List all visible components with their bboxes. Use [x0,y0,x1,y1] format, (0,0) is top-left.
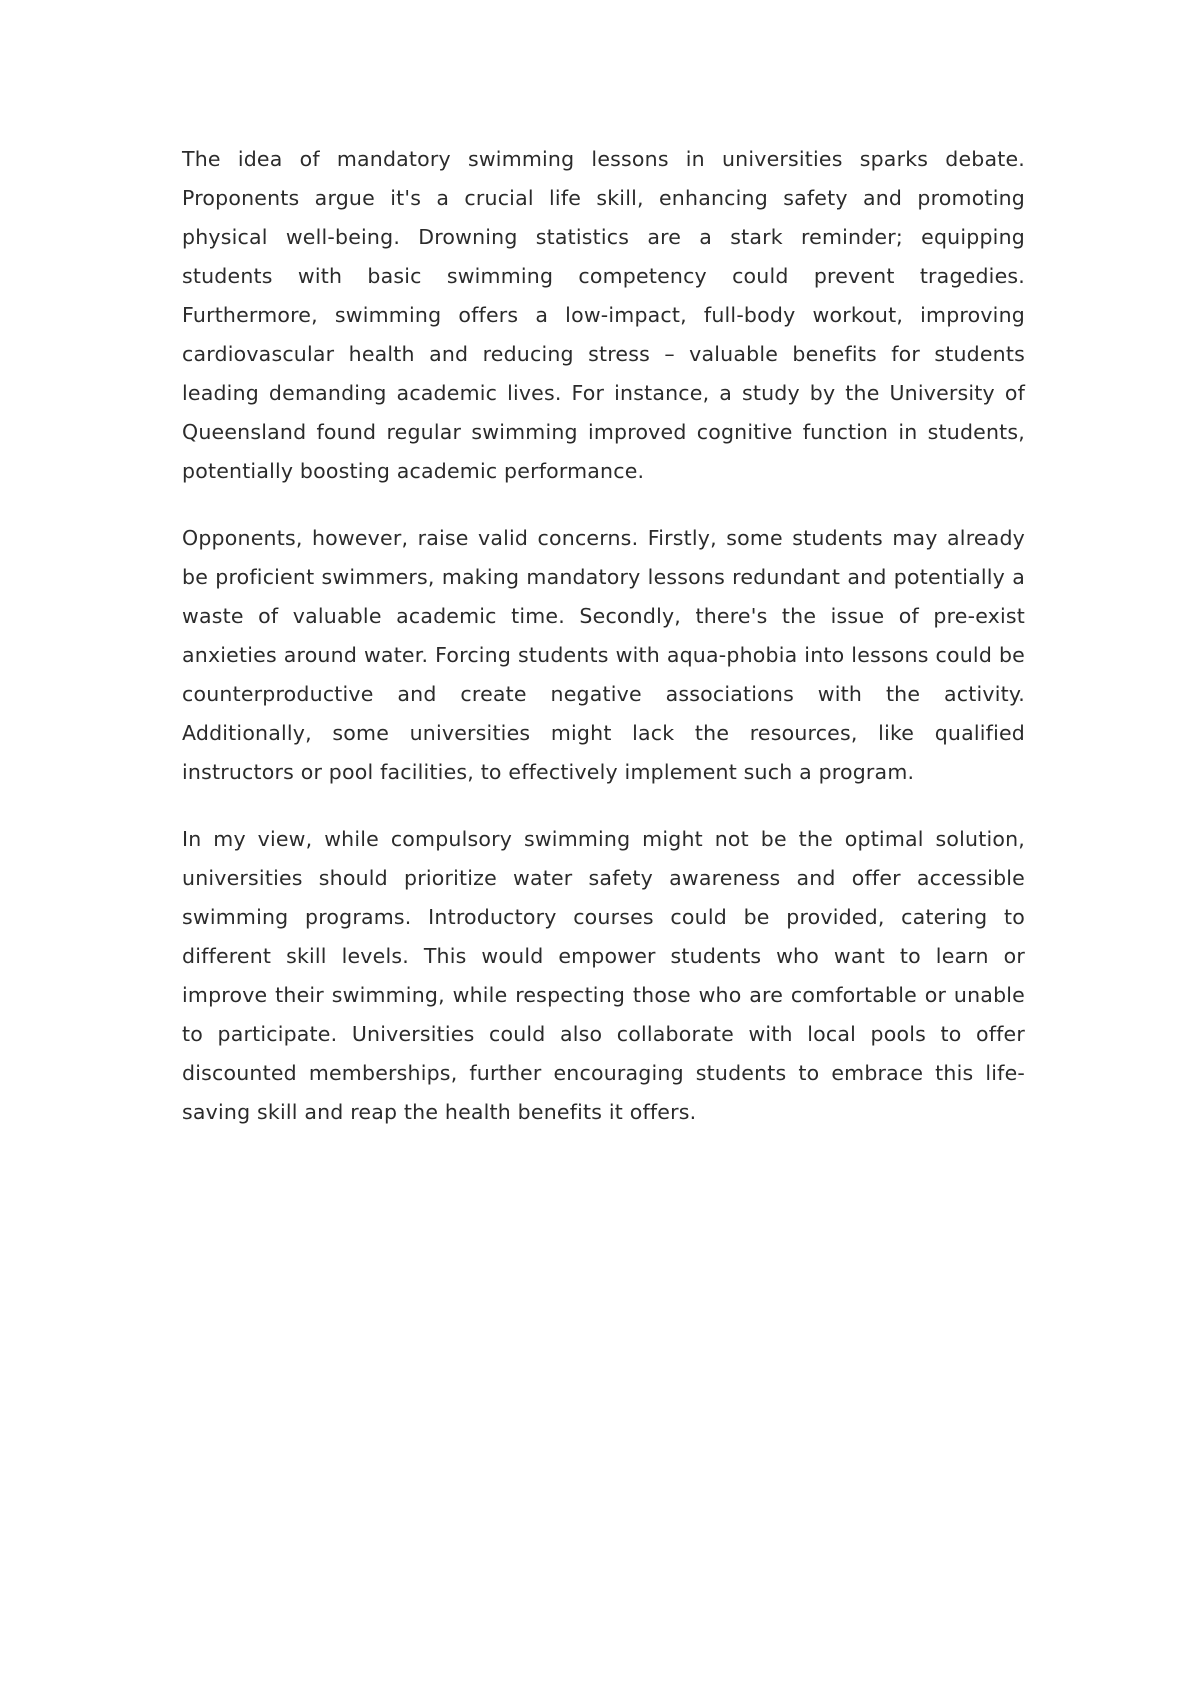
paragraph-3: In my view, while compulsory swimming might not be the optimal solution, universities should prioritize water safety awareness and offer accessible swimming programs. Introductory courses could be provided, catering to different skill levels. This would empower students who want to learn or improve their swimming, while respecting those who are comfortable or unable to participate. Universities could also collaborate with local pools to offer discounted memberships, further encouraging students to embrace this life-saving skill and reap the health benefits it offers. [182,827,1025,1124]
essay-body [182,140,1025,1160]
paragraph-2: Opponents, however, raise valid concerns. Firstly, some students may already be proficient swimmers, making mandatory lessons redundant and potentially a waste of valuable academic time. Secondly, there's the issue of pre-exist anxieties around water. Forcing students with aqua-phobia into lessons could be counterproductive and create negative associations with the activity. Additionally, some universities might lack the resources, like qualified instructors or pool facilities, to effectively implement such a program. [182,526,1025,784]
paragraph-1: The idea of mandatory swimming lessons in universities sparks debate. Proponents argue it's a crucial life skill, enhancing safety and promoting physical well-being. Drowning statistics are a stark reminder; equipping students with basic swimming competency could prevent tragedies. Furthermore, swimming offers a low-impact, full-body workout, improving cardiovascular health and reducing stress – valuable benefits for students leading demanding academic lives. For instance, a study by the University of Queensland found regular swimming improved cognitive function in students, potentially boosting academic performance. [182,147,1025,483]
